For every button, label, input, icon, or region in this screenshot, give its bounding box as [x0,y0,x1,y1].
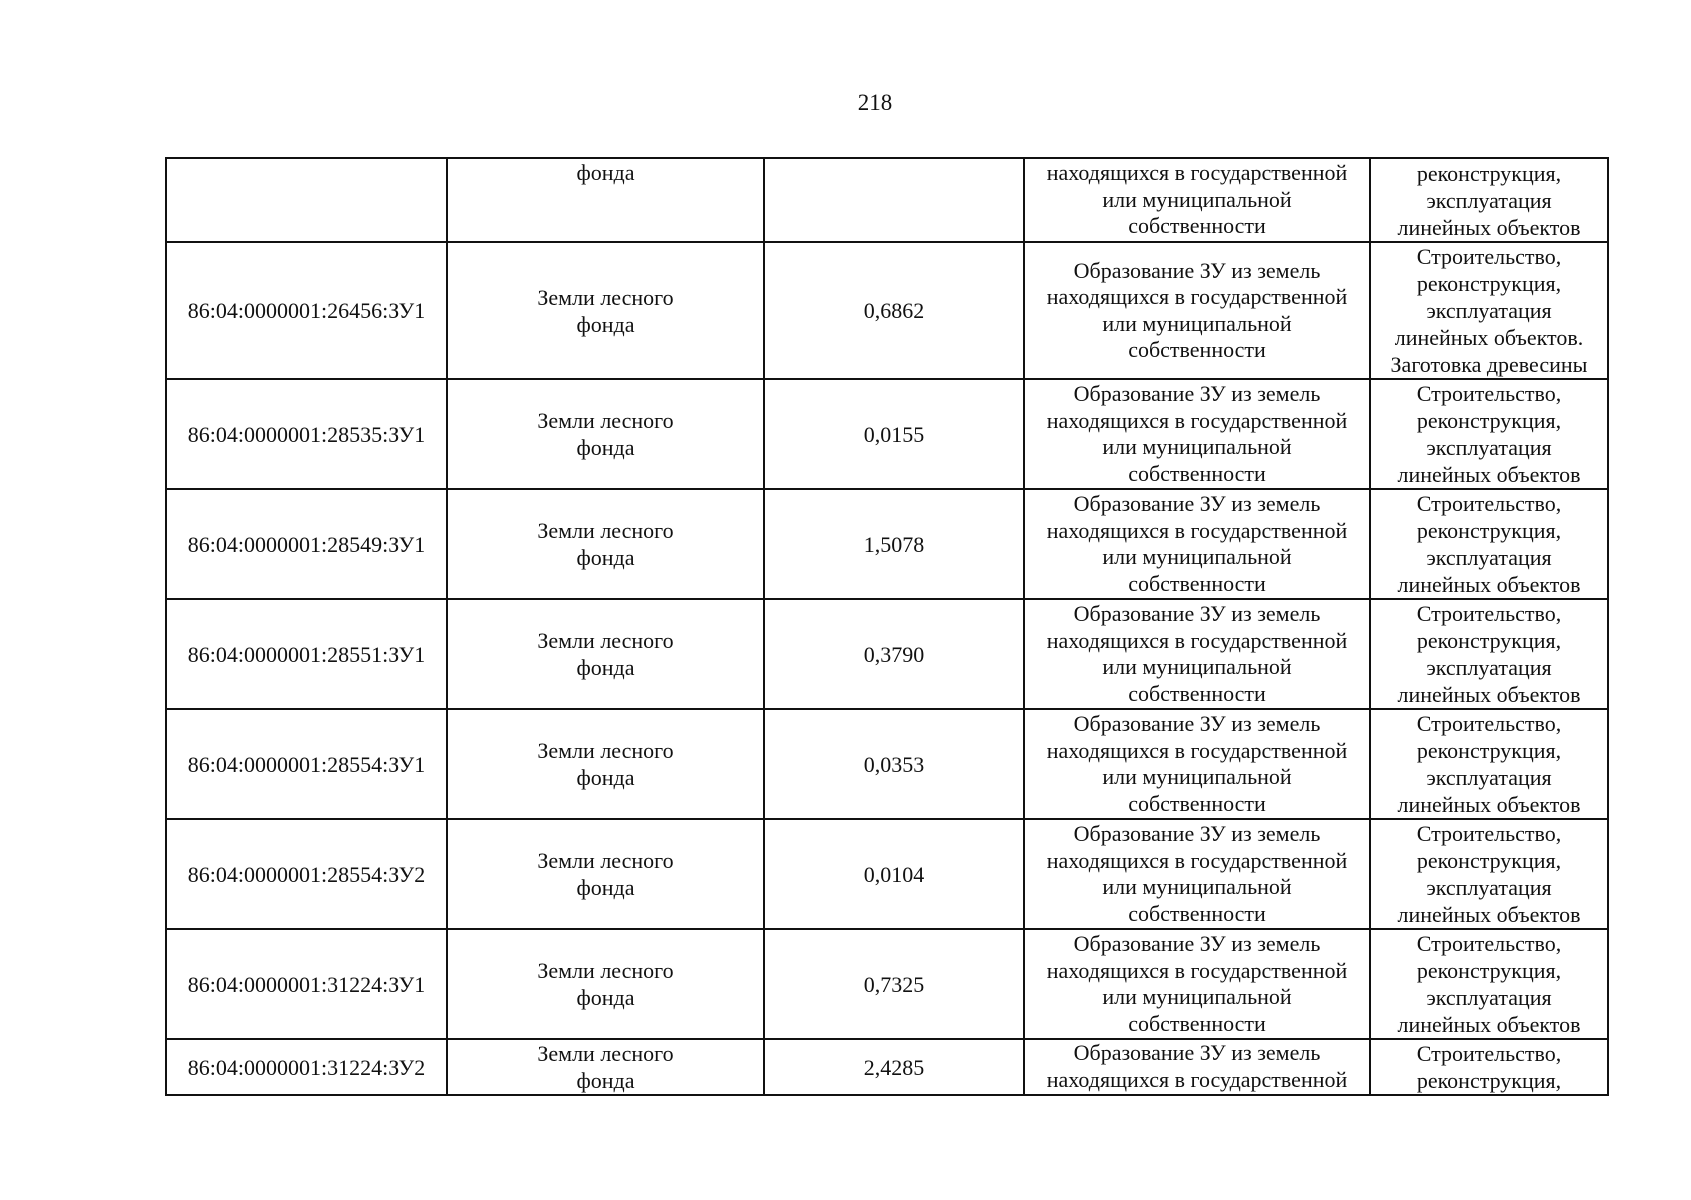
land-category-cell [447,819,764,929]
table-row [166,819,1608,929]
permitted-use-cell-text: Строительство, реконструкция, эксплуатация линейных объектов [1397,821,1581,927]
cadastral-number-cell-text: 86:04:0000001:26456:ЗУ1 [187,298,426,323]
formation-purpose-cell [1024,599,1370,709]
formation-purpose-cell [1024,819,1370,929]
formation-purpose-cell [1024,489,1370,599]
formation-purpose-cell-text: Образование ЗУ из земель находящихся в государственной или муниципальной собственности [1046,257,1348,362]
land-category-cell [447,242,764,379]
formation-purpose-cell [1024,709,1370,819]
formation-purpose-cell [1024,158,1370,242]
permitted-use-cell-text: Строительство, реконструкция, эксплуатация линейных объектов [1397,711,1581,817]
area-cell-text: 0,3790 [863,641,925,667]
land-category-cell [447,599,764,709]
area-cell [764,158,1024,242]
cadastral-number-cell-text: 86:04:0000001:28551:ЗУ1 [187,641,426,667]
table-row [166,1039,1608,1095]
permitted-use-cell [1370,489,1608,599]
table-row [166,599,1608,709]
formation-purpose-cell-text: Образование ЗУ из земель находящихся в государственной [1046,1040,1348,1092]
cadastral-number-cell-text: 86:04:0000001:31224:ЗУ2 [187,1054,426,1080]
cadastral-number-cell [166,819,447,929]
cadastral-number-cell [166,158,447,242]
table-row [166,709,1608,819]
area-cell-text: 0,7325 [863,971,925,997]
formation-purpose-cell-text: находящихся в государственной или муниципальной собственности [1046,160,1348,239]
formation-purpose-cell [1024,929,1370,1039]
area-cell [764,379,1024,489]
land-category-cell-text: Земли лесного фонда [537,958,674,1010]
permitted-use-cell [1370,709,1608,819]
formation-purpose-cell-text: Образование ЗУ из земель находящихся в государственной или муниципальной собственности [1046,381,1348,486]
land-category-cell [447,709,764,819]
land-category-cell-text: Земли лесного фонда [537,284,674,337]
cadastral-number-cell [166,242,447,379]
formation-purpose-cell [1024,379,1370,489]
permitted-use-cell [1370,929,1608,1039]
page-number: 218 [857,90,893,115]
cadastral-number-cell [166,709,447,819]
table-row [166,379,1608,489]
area-cell-text: 2,4285 [863,1054,925,1080]
permitted-use-cell-text: Строительство, реконструкция, эксплуатация линейных объектов. Заготовка древесины [1390,244,1588,377]
cadastral-number-cell-text: 86:04:0000001:31224:ЗУ1 [187,971,426,997]
land-category-cell-text: фонда [576,160,635,185]
cadastral-number-cell [166,929,447,1039]
land-category-cell-text: Земли лесного фонда [537,1041,674,1093]
land-category-cell-text: Земли лесного фонда [537,408,674,460]
formation-purpose-cell-text: Образование ЗУ из земель находящихся в государственной или муниципальной собственности [1046,821,1348,926]
permitted-use-cell [1370,1039,1608,1095]
permitted-use-cell [1370,158,1608,242]
permitted-use-cell [1370,242,1608,379]
area-cell [764,242,1024,379]
land-category-cell-text: Земли лесного фонда [537,738,674,790]
table-row [166,929,1608,1039]
land-plots-table [165,157,1609,1096]
cadastral-number-cell-text: 86:04:0000001:28554:ЗУ1 [187,751,426,777]
area-cell-text: 0,0155 [863,421,925,447]
cadastral-number-cell-text: 86:04:0000001:28554:ЗУ2 [187,861,426,887]
permitted-use-cell [1370,819,1608,929]
area-cell-text: 1,5078 [863,531,925,557]
area-cell [764,709,1024,819]
permitted-use-cell-text: реконструкция, эксплуатация линейных объектов [1397,160,1581,240]
table-body [166,158,1608,1095]
cadastral-number-cell [166,599,447,709]
land-category-cell-text: Земли лесного фонда [537,628,674,680]
formation-purpose-cell-text: Образование ЗУ из земель находящихся в государственной или муниципальной собственности [1046,601,1348,706]
table-row [166,489,1608,599]
land-category-cell [447,1039,764,1095]
land-category-cell-text: Земли лесного фонда [537,518,674,570]
area-cell-text: 0,0104 [863,861,925,887]
formation-purpose-cell [1024,1039,1370,1095]
table-row [166,158,1608,242]
cadastral-number-cell-text: 86:04:0000001:28549:ЗУ1 [187,531,426,557]
area-cell [764,1039,1024,1095]
area-cell [764,819,1024,929]
land-category-cell [447,158,764,242]
land-category-cell [447,379,764,489]
permitted-use-cell-text: Строительство, реконструкция, эксплуатация линейных объектов [1397,381,1581,487]
cadastral-number-cell [166,1039,447,1095]
area-cell-text: 0,0353 [863,751,925,777]
cadastral-number-cell [166,379,447,489]
area-cell-text: 0,6862 [863,298,925,323]
land-category-cell [447,929,764,1039]
formation-purpose-cell [1024,242,1370,379]
permitted-use-cell [1370,379,1608,489]
table-row [166,242,1608,379]
land-category-cell [447,489,764,599]
cadastral-number-cell-text: 86:04:0000001:28535:ЗУ1 [187,421,426,447]
formation-purpose-cell-text: Образование ЗУ из земель находящихся в государственной или муниципальной собственности [1046,711,1348,816]
formation-purpose-cell-text: Образование ЗУ из земель находящихся в государственной или муниципальной собственности [1046,931,1348,1036]
permitted-use-cell-text: Строительство, реконструкция, эксплуатация линейных объектов [1397,491,1581,597]
area-cell [764,929,1024,1039]
area-cell [764,599,1024,709]
formation-purpose-cell-text: Образование ЗУ из земель находящихся в государственной или муниципальной собственности [1046,491,1348,596]
land-category-cell-text: Земли лесного фонда [537,848,674,900]
permitted-use-cell-text: Строительство, реконструкция, эксплуатация линейных объектов [1397,601,1581,707]
permitted-use-cell [1370,599,1608,709]
cadastral-number-cell [166,489,447,599]
area-cell [764,489,1024,599]
permitted-use-cell-text: Строительство, реконструкция, эксплуатация линейных объектов [1397,931,1581,1037]
permitted-use-cell-text: Строительство, реконструкция, [1416,1041,1562,1093]
